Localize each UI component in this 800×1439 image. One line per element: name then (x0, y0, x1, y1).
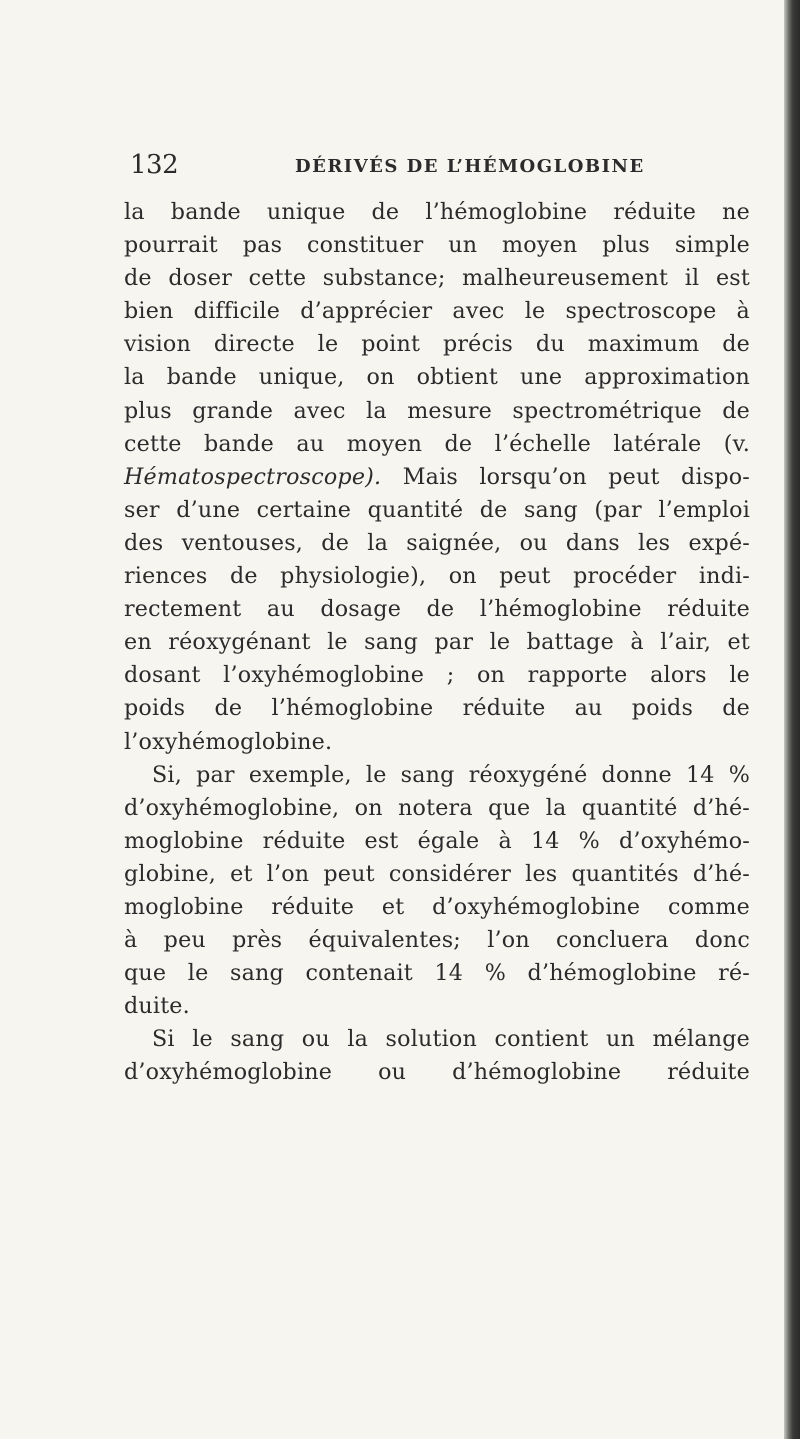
scan-edge (784, 0, 800, 1439)
text-line: ser d’une certaine quantité de sang (par l’emploi (124, 496, 750, 523)
text-line: l’oxyhémoglobine. (124, 728, 333, 755)
text-line: de doser cette substance; malheureusement il est (124, 265, 750, 292)
text-line: cette bande au moyen de l’échelle latérale (v. (124, 430, 750, 457)
text-line: Si, par exemple, le sang réoxygéné donne 14 % (152, 761, 750, 788)
italic-reference: Hématospectroscope). (124, 463, 382, 490)
text-line: la bande unique de l’hémoglobine réduite ne (124, 199, 750, 225)
text-line: des ventouses, de la saignée, ou dans les expé- (124, 529, 750, 556)
text-line: pourrait pas constituer un moyen plus simple (124, 232, 750, 259)
text-line: vision directe le point précis du maximum de (124, 331, 750, 358)
text-line: dosant l’oxyhémoglobine ; on rapporte alors le (124, 662, 750, 689)
page-number: 132 (130, 150, 179, 180)
text-line: globine, et l’on peut considérer les quantités d’hé- (124, 860, 750, 887)
text-line: d’oxyhémoglobine ou d’hémoglobine réduite (124, 1059, 750, 1086)
text-line: que le sang contenait 14 % d’hémoglobine ré- (124, 960, 750, 987)
page-header (130, 150, 750, 186)
text-line: poids de l’hémoglobine réduite au poids de (124, 695, 750, 722)
text-line: à peu près équivalentes; l’on concluera donc (124, 927, 750, 954)
text-fragment: Mais lorsqu’on peut dispo- (402, 463, 750, 490)
text-line: Si le sang ou la solution contient un mélange (152, 1026, 750, 1053)
text-line: duite. (124, 993, 190, 1020)
body-text (124, 196, 750, 1090)
running-title: DÉRIVÉS DE L’HÉMOGLOBINE (295, 156, 645, 177)
text-line-mixed (124, 461, 750, 494)
text-line: rectement au dosage de l’hémoglobine réduite (124, 596, 750, 623)
text-line: moglobine réduite et d’oxyhémoglobine comme (124, 893, 750, 920)
text-line: bien difficile d’apprécier avec le spectroscope à (124, 298, 750, 325)
text-line: d’oxyhémoglobine, on notera que la quantité d’hé- (124, 794, 750, 821)
text-line: en réoxygénant le sang par le battage à l’air, et (124, 629, 750, 656)
text-line: plus grande avec la mesure spectrométrique de (124, 397, 750, 424)
text-line: moglobine réduite est égale à 14 % d’oxyhémo- (124, 827, 750, 854)
text-line: riences de physiologie), on peut procéder indi- (124, 563, 750, 590)
text-line: la bande unique, on obtient une approximation (124, 364, 750, 391)
